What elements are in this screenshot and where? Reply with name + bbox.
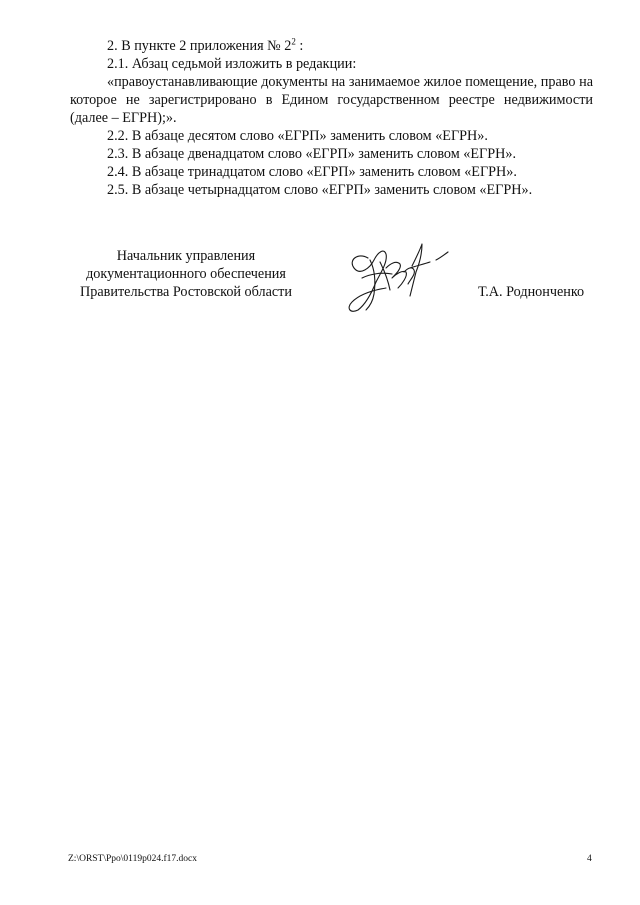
- signatory-title-line: Правительства Ростовской области: [80, 284, 292, 300]
- paragraph-item-2-tail: :: [295, 38, 304, 54]
- paragraph-item-2-text: 2. В пункте 2 приложения № 2: [107, 38, 292, 54]
- handwritten-signature: [340, 238, 455, 316]
- page-number: 4: [587, 854, 592, 864]
- footer-file-path: Z:\ORST\Ppo\0119p024.f17.docx: [68, 854, 197, 864]
- paragraph-item-2-5: 2.5. В абзаце четырнадцатом слово «ЕГРП» заменить словом «ЕГРН».: [107, 182, 533, 198]
- paragraph-item-2-3: 2.3. В абзаце двенадцатом слово «ЕГРП» заменить словом «ЕГРН».: [107, 146, 517, 162]
- signatory-title: [66, 247, 306, 301]
- signatory-title-line: документационного обеспечения: [86, 266, 286, 282]
- paragraph-item-2-2: 2.2. В абзаце десятом слово «ЕГРП» заменить словом «ЕГРН».: [107, 128, 488, 144]
- signer-name: Т.А. Роднонченко: [478, 284, 585, 300]
- paragraph-item-2-4: 2.4. В абзаце тринадцатом слово «ЕГРП» заменить словом «ЕГРН».: [107, 164, 517, 180]
- paragraph-quote: «правоустанавливающие документы на занимаемое жилое помещение, право на которое не зарегистрировано в Едином государственном реестре недвижимости (далее – ЕГРН);».: [70, 74, 593, 126]
- paragraph-item-2-1: 2.1. Абзац седьмой изложить в редакции:: [107, 56, 357, 72]
- signatory-title-line: Начальник управления: [116, 248, 256, 264]
- paragraph-item-2: [70, 37, 593, 55]
- document-body: [70, 37, 593, 199]
- superscript: 2: [291, 36, 296, 47]
